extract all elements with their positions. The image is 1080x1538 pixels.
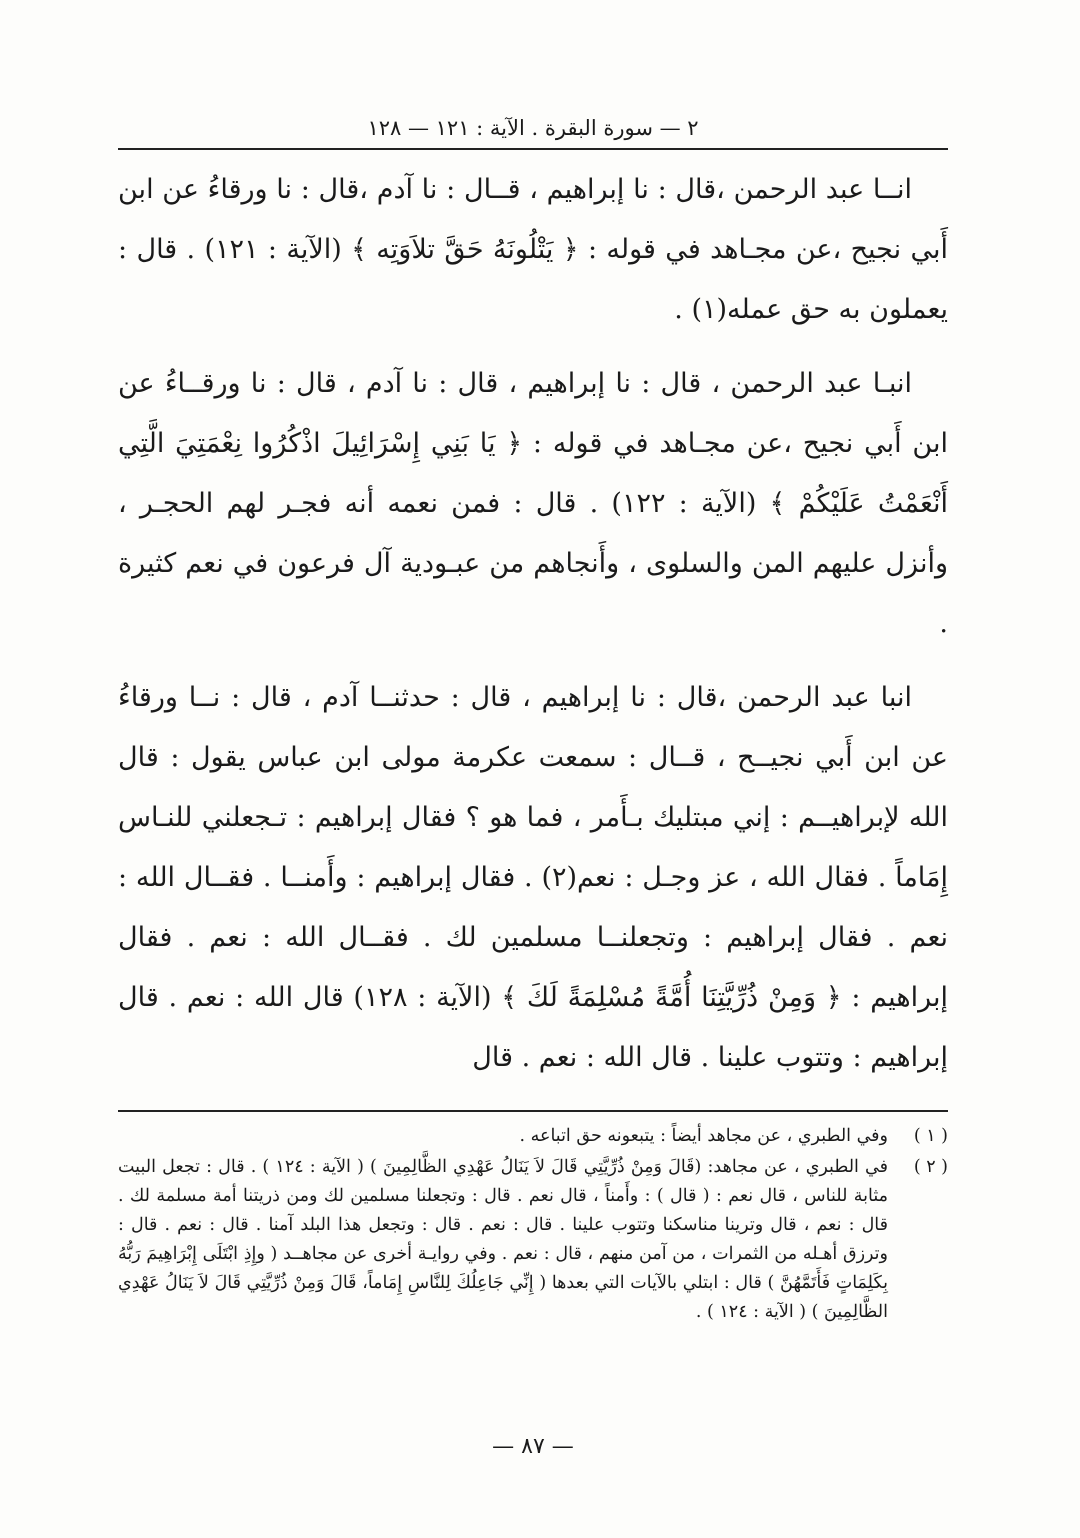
footnote-1 (118, 1122, 948, 1151)
footnote-number: ( ٢ ) (913, 1157, 948, 1177)
footnote-text: في الطبري ، عن مجاهد: (قَالَ وَمِنْ ذُرِّيَّتِي قَالَ لاَ يَنَالُ عَهْدِي الظَّالِمِينَ ) ( الآية : ١٢٤ ) . قال : تجعل البيت مثابة للناس ، قال نعم : ( قال ) : وأَمناً ، قال نعم . قال : وتجعلنا مسلمين لك ومن ذريتنا أمة مسلمة لك . قال : نعم ، قال وترينا مناسكنا وتتوب علينا . قال : نعم . قال : وتجعل هذا البلد آمنا . قال : نعم . قال : وترزق أهـله من الثمرات ، من آمن منهم ، قال : نعم . وفي روايـة أخرى عن مجاهــد ( وإِذِ ابْتَلَى إِبْرَاهِيمَ رَبُّهُ بِكَلِمَاتٍ فَأَتَمَّهُنَّ ) قال : ابتلي بالآيات التي بعدها ( إِنِّي جَاعِلُكَ لِلنَّاسِ إِمَاماً، قَالَ وَمِنْ ذُرِّيَّتِي قَالَ لاَ يَنَالُ عَهْدِي الظَّالِمِينَ ) ( الآية : ١٢٤ ) . (118, 1157, 888, 1322)
running-header: ٢ — سورة البقرة . الآية : ١٢١ — ١٢٨ (118, 108, 948, 150)
document-page (118, 108, 948, 1508)
footnotes (118, 1122, 948, 1327)
footnote-divider (118, 1110, 948, 1112)
body-text (118, 160, 948, 1088)
paragraph-1: انــا عبد الرحمن ،قال : نا إبراهيم ، قــال : نا آدم ،قال : نا ورقاءُ عن ابن أَبي نجيح ،عن مجـاهد في قوله : ﴿ يَتْلُونَهُ حَقَّ تلاَوَتِه ﴾ (الآية : ١٢١) . قال : يعملون به حق عمله(١) . (118, 174, 948, 325)
footnote-number: ( ١ ) (913, 1126, 948, 1146)
page-number: — ٨٧ — (492, 1434, 574, 1459)
footnote-text: وفي الطبري ، عن مجاهد أيضاً : يتبعونه حق اتباعه . (519, 1126, 888, 1146)
paragraph-3: انبا عبد الرحمن ،قال : نا إبراهيم ، قال : حدثنــا آدم ، قال : نــا ورقاءُ عن ابن أَبي نجيــح ، قــال : سمعت عكرمة مولى ابن عباس يقول : قال الله لإبراهيــم : إني مبتليك بـأَمر ، فما هو ؟ فقال إبراهيم : تـجعلني للنـاس إِمَاماً . فقال الله ، عز وجـل : نعم(٢) . فقال إبراهيم : وأَمنــا . فقــال الله : نعم . فقال إبراهيم : وتجعلنــا مسلمين لك . فقــال الله : نعم . فقال إبراهيم : ﴿ وَمِنْ ذُرِّيَّتِنَا أُمَّةً مُسْلِمَةً لَكَ ﴾ (الآية : ١٢٨) قال الله : نعم . قال إبراهيم : وتتوب علينا . قال الله : نعم . قال (118, 682, 948, 1073)
footnote-2 (118, 1153, 948, 1327)
paragraph-2: انبـا عبد الرحمن ، قال : نا إبراهيم ، قال : نا آدم ، قال : نا ورقــاءُ عن ابن أَبي نجيح ،عن مجـاهد في قوله : ﴿ يَا بَنِي إِسْرَائِيلَ اذْكُرُوا نِعْمَتِيَ الَّتِي أَنْعَمْتُ عَلَيْكُمْ ﴾ (الآية : ١٢٢) . قال : فمن نعمه أنه فجـر لهم الحجـر ، وأنزل عليهم المن والسلوى ، وأَنجاهم من عبـودية آل فرعون في نعم كثيرة . (118, 368, 948, 639)
